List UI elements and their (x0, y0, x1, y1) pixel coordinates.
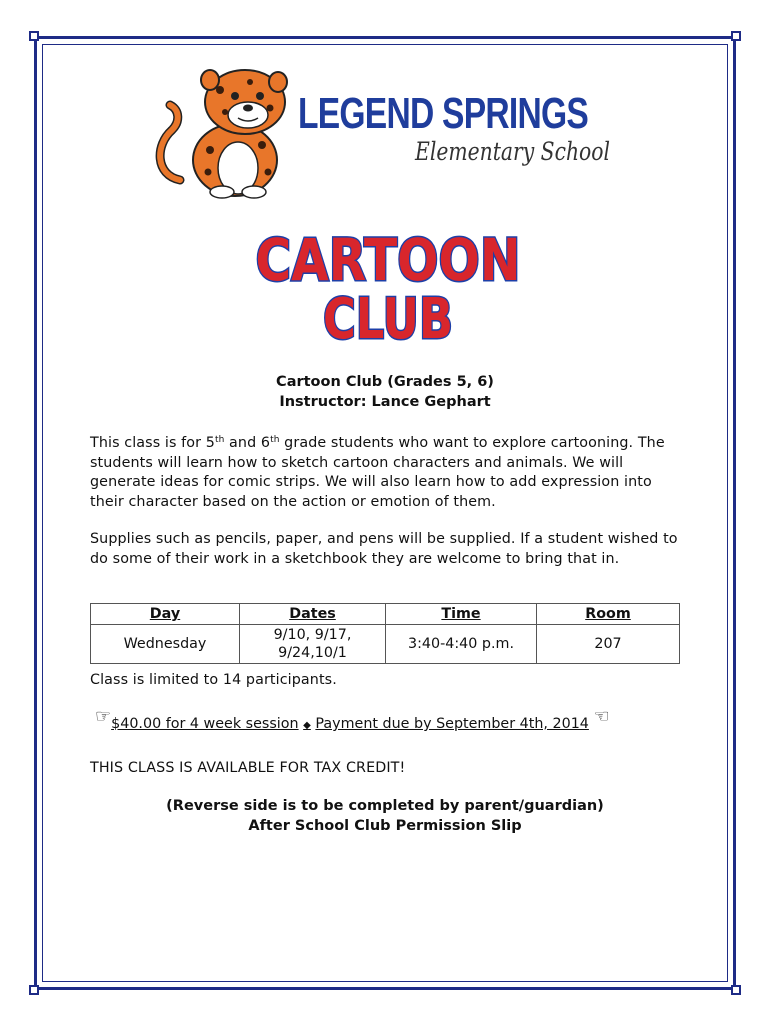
ordinal-suffix: th (214, 435, 225, 445)
school-logo (150, 60, 620, 200)
school-subtitle: Elementary School (414, 137, 610, 166)
school-name: LEGEND SPRINGS (298, 89, 588, 138)
dates-line: 9/10, 9/17, (273, 627, 352, 643)
leopard-mascot-icon (160, 70, 287, 198)
table-header-row (91, 604, 680, 625)
schedule-table (90, 603, 680, 664)
diamond-separator-icon: ◆ (303, 720, 311, 731)
price-session: $40.00 for 4 week session (111, 716, 299, 732)
pointing-hand-right-icon: ☞ (95, 706, 112, 727)
ordinal-suffix: th (270, 435, 280, 445)
tax-credit-note: THIS CLASS IS AVAILABLE FOR TAX CREDIT! (90, 760, 406, 776)
club-logo-line2: CLUB (323, 287, 453, 352)
column-header-time: Time (386, 604, 537, 625)
dates-line: 9/24,10/1 (278, 645, 347, 661)
column-header-dates: Dates (240, 604, 386, 625)
description-mid: and 6 (224, 435, 271, 451)
cartoon-club-logo (248, 222, 528, 352)
cell-dates (240, 625, 386, 664)
price-line (95, 706, 685, 733)
class-heading (0, 372, 770, 412)
participant-limit: Class is limited to 14 participants. (90, 672, 337, 688)
class-title: Cartoon Club (Grades 5, 6) (276, 374, 494, 390)
cell-room: 207 (537, 625, 680, 664)
border-corner-ornament (731, 31, 741, 41)
permission-slip-line: After School Club Permission Slip (248, 818, 522, 834)
reverse-side-note (0, 796, 770, 836)
table-row (91, 625, 680, 664)
payment-due: Payment due by September 4th, 2014 (315, 716, 589, 732)
border-corner-ornament (29, 985, 39, 995)
column-header-day: Day (91, 604, 240, 625)
border-corner-ornament (731, 985, 741, 995)
description-paragraph (90, 434, 690, 512)
cell-day: Wednesday (91, 625, 240, 664)
cell-time: 3:40-4:40 p.m. (386, 625, 537, 664)
pointing-hand-left-icon: ☜ (593, 706, 610, 727)
reverse-side-line: (Reverse side is to be completed by parent/guardian) (166, 798, 604, 814)
border-corner-ornament (29, 31, 39, 41)
supplies-paragraph: Supplies such as pencils, paper, and pens will be supplied. If a student wished to do some of their work in a sketchbook they are welcome to bring that in. (90, 531, 678, 567)
instructor-line: Instructor: Lance Gephart (279, 394, 491, 410)
description-start: This class is for 5 (90, 435, 215, 451)
column-header-room: Room (537, 604, 680, 625)
club-logo-line1: CARTOON (255, 226, 521, 294)
description-rest: grade students who want to explore cartooning. The students will learn how to sketch cartoon characters and animals. We will generate ideas for comic strips. We will also learn how to add expression into their character based on the action or emotion of them. (90, 435, 665, 510)
